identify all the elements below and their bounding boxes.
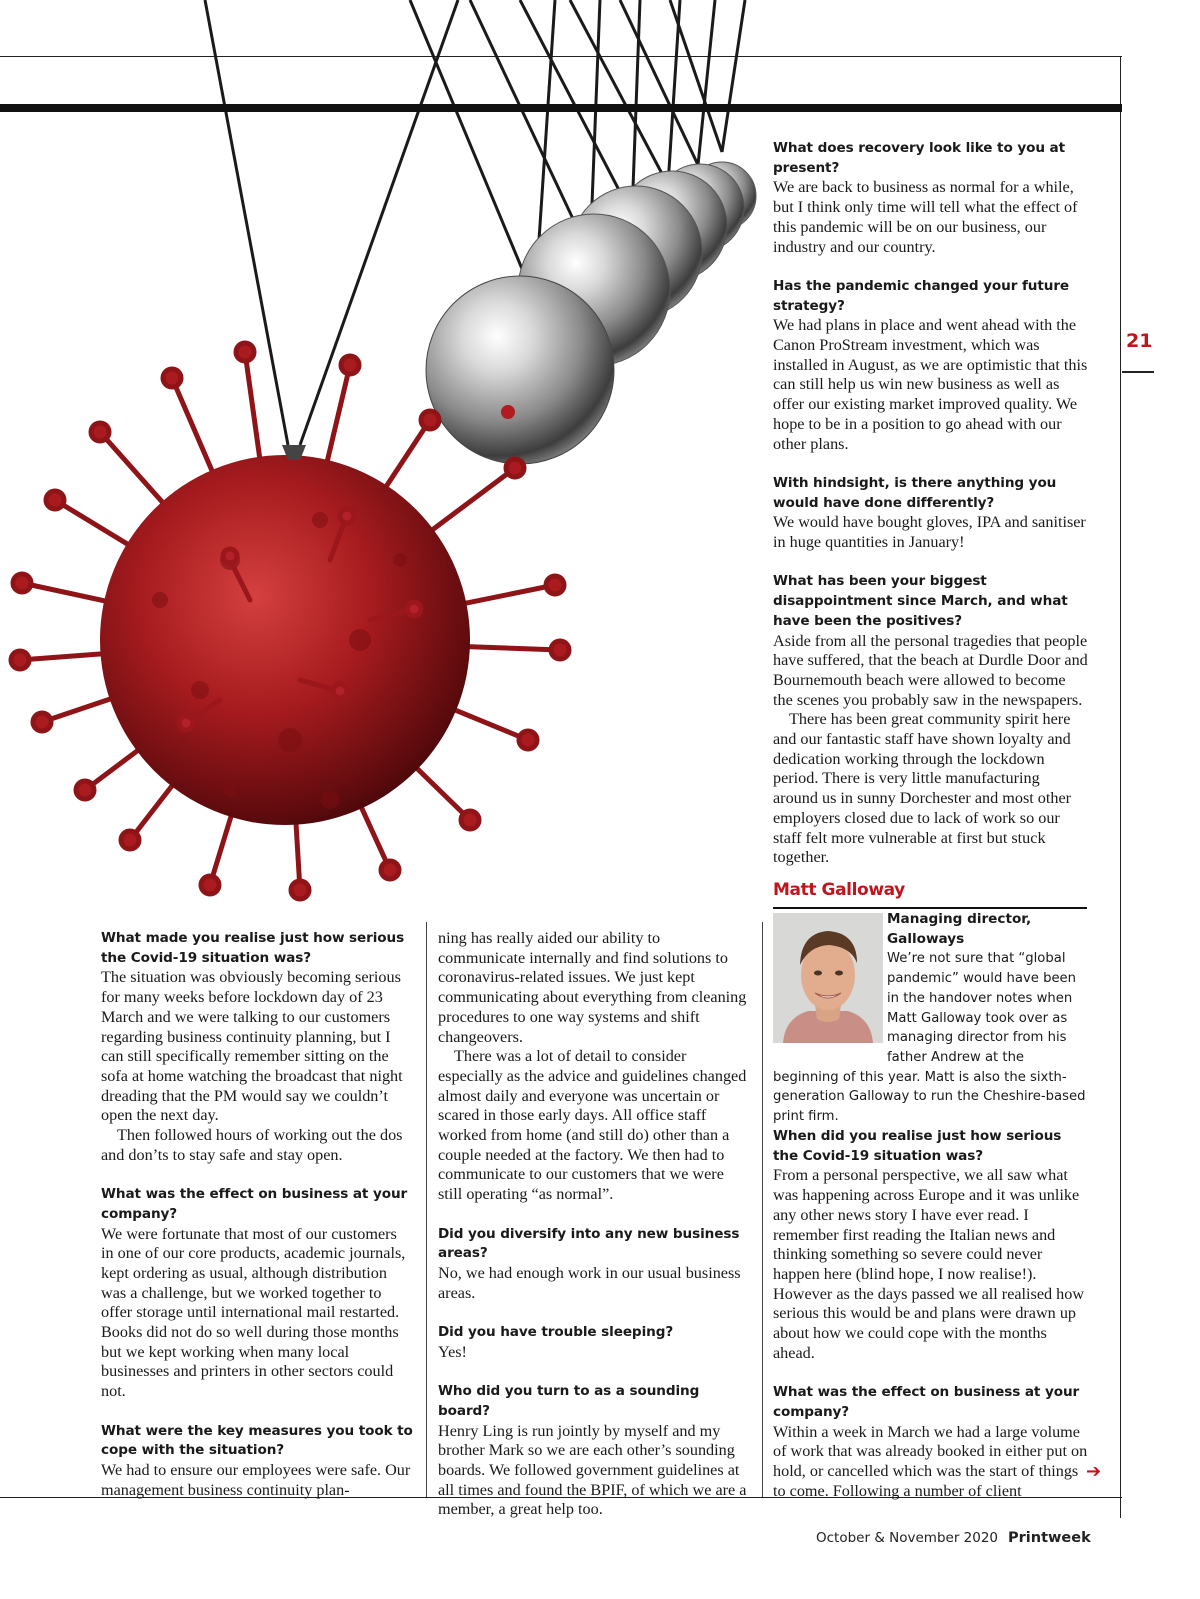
question-heading: What was the effect on business at your company? [101, 1186, 408, 1222]
question-heading: With hindsight, is there anything you would have done differently? [773, 474, 1057, 511]
page-number-rule [1122, 371, 1154, 373]
article-column-1 [101, 929, 413, 1500]
question-heading: What were the key measures you took to cope with the situation? [101, 1422, 413, 1459]
answer-paragraph: We had plans in place and went ahead with the Canon ProStream investment, which was installed in August, as we are optimistic that this can still help us win new business as well as offer our existing market improved quality. We hope to be in a position to go ahead with our other plans. [773, 316, 1088, 453]
question-heading: What has been your biggest disappointment since March, and what have been the positives? [773, 573, 1068, 629]
answer-paragraph: Henry Ling is run jointly by myself and my brother Mark so we are each other’s sounding boards. We followed government guidelines at all times and found the BPIF, of which we are a member, a great help too. [438, 1421, 747, 1519]
answer-paragraph: The situation was obviously becoming serious for many weeks before lockdown day of 23 March and we were talking to our customers regarding business continuity planning, but I can still specifically remember sitting on the sofa at home watching the broadcast that night dreading that the PM would say we couldn’t open the next day. [101, 968, 403, 1125]
virus-newtons-cradle-illustration [0, 0, 770, 915]
question-heading: What made you realise just how serious the Covid-19 situation was? [101, 930, 405, 966]
question-heading: What does recovery look like to you at present? [773, 140, 1065, 176]
answer-paragraph: We are back to business as normal for a while, but I think only time will tell what the effect of this pandemic will be on our business, our industry and our country. [773, 178, 1078, 256]
profile-role: Managing director, Galloways [887, 911, 1032, 947]
answer-paragraph: Then followed hours of working out the dos and don’ts to stay safe and stay open. [101, 1126, 403, 1164]
article-column-3 [773, 139, 1088, 868]
continue-arrow-icon: ➔ [1086, 1461, 1102, 1482]
answer-paragraph: ning has really aided our ability to communicate internally and find solutions to coronavirus-related issues. We just kept communicating about everything from cleaning procedures to one way systems and shift changeovers. [438, 929, 747, 1046]
answer-paragraph: We would have bought gloves, IPA and sanitiser in huge quantities in January! [773, 513, 1086, 552]
column-divider [762, 922, 763, 1497]
question-heading: Has the pandemic changed your future strategy? [773, 277, 1070, 314]
right-margin-rule [1120, 56, 1121, 1518]
publication-name: Printweek [1008, 1530, 1091, 1546]
metal-balls [426, 162, 756, 464]
header-rule [762, 104, 1122, 112]
page-number: 21 [1126, 330, 1153, 352]
column-divider [426, 922, 427, 1497]
profile-name: Matt Galloway [773, 880, 905, 900]
answer-paragraph: From a personal perspective, we all saw what was happening across Europe and it was unlike any other news story I have ever read. I remember first reading the Italian news and thinking something so severe could never happen here (blind hope, I now realise!). However as the days passed we all realised how serious this would be and plans were drawn up about how we could cope with the months ahead. [773, 1166, 1085, 1362]
profile-name-rule [773, 907, 1087, 909]
virus-body [100, 455, 470, 825]
page-footer [816, 1530, 1091, 1546]
answer-paragraph: Aside from all the personal tragedies that people have suffered, that the beach at Durdle Door and Bournemouth beach were allowed to become the scenes you probably saw in the newspapers. [773, 631, 1088, 709]
answer-paragraph: Within a week in March we had a large volume of work that was already booked in either put on hold, or cancelled which was the start of things to come. Following a number of client [773, 1422, 1088, 1500]
profile-bio: We’re not sure that “global pandemic” would have been in the handover notes when Matt Galloway took over as managing director from his father Andrew at the beginning of this year. Matt is also the sixth-generation Galloway to run the Cheshire-based print firm. [773, 951, 1086, 1125]
answer-paragraph: No, we had enough work in our usual business areas. [438, 1263, 741, 1302]
question-heading: When did you realise just how serious the Covid-19 situation was? [773, 1128, 1062, 1164]
issue-date: October & November 2020 [816, 1530, 999, 1546]
answer-paragraph: There has been great community spirit here and our fantastic staff have shown loyalty and dedication working through the lockdown period. There is very little manufacturing around us in sunny Dorchester and most other employers closed due to lack of work so our staff felt more vulnerable at first but stuck together. [773, 710, 1072, 867]
answer-paragraph: We had to ensure our employees were safe. Our management business continuity plan- [101, 1460, 411, 1499]
question-heading: Did you diversify into any new business areas? [438, 1225, 740, 1262]
question-heading: Who did you turn to as a sounding board? [438, 1383, 700, 1419]
article-column-4 [773, 1127, 1088, 1501]
profile-bio-box [773, 910, 1088, 1127]
answer-paragraph: We were fortunate that most of our customers in one of our core products, academic journals, kept ordering as usual, although distribution was a challenge, but we worked together to offer storage until international mail restarted. Books did not do so well during those months but we kept working when many local businesses and printers in other sectors could not. [101, 1224, 406, 1401]
question-heading: What was the effect on business at your company? [773, 1384, 1080, 1420]
answer-paragraph: There was a lot of detail to consider especially as the advice and guidelines changed almost daily and everyone was uncertain or scared in those early days. All office staff worked from home (and still do) other than a couple needed at the factory. We then had to communicate to our customers that we were still operating “as normal”. [438, 1047, 747, 1204]
question-heading: Did you have trouble sleeping? [438, 1324, 674, 1341]
answer-paragraph: Yes! [438, 1342, 467, 1361]
article-column-2 [438, 929, 750, 1520]
